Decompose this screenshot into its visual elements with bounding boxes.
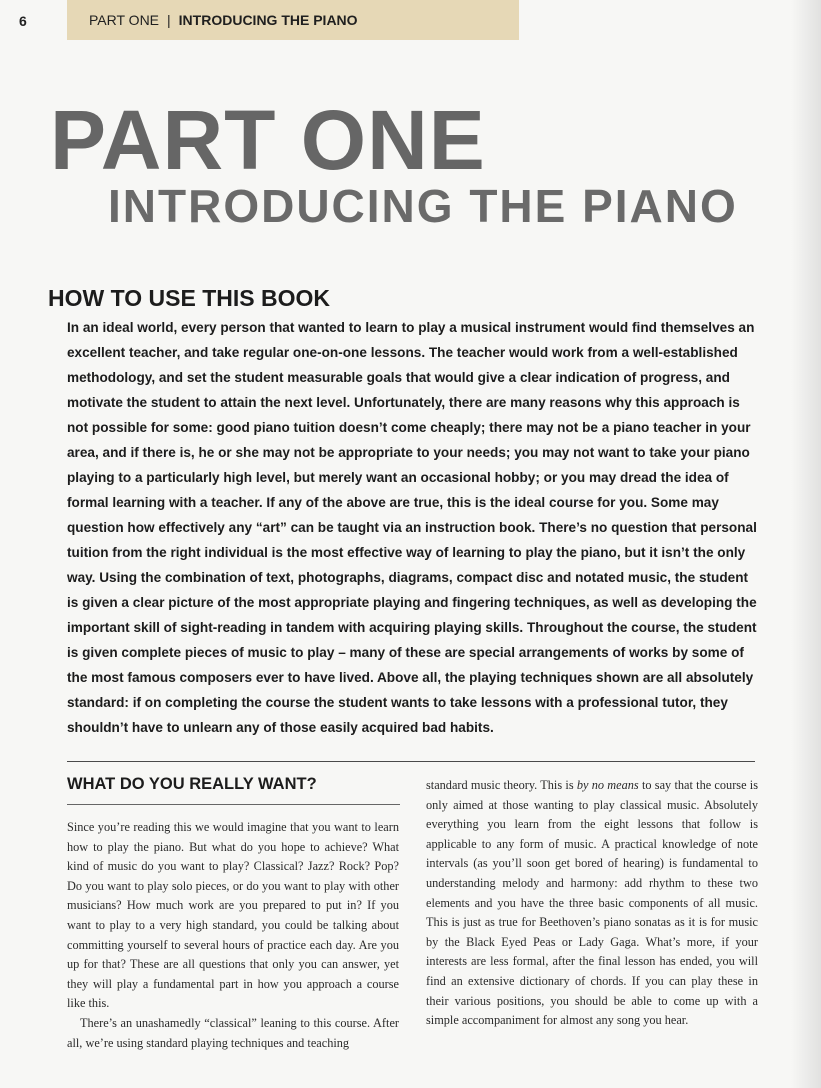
page-number: 6: [19, 13, 27, 29]
left-column: [67, 818, 399, 1053]
subsection-heading: WHAT DO YOU REALLY WANT?: [67, 775, 317, 793]
right-column-emphasis: by no means: [576, 778, 639, 792]
right-column-text-before: standard music theory. This is: [426, 778, 577, 792]
running-header: [67, 0, 519, 40]
right-column-text-after: to say that the course is only aimed at those wanting to play classical music. Absolutely everything you learn from the eight lessons that follow is applicable to any form of music. A practical knowledge of note intervals (as you’ll soon get bored of hearing) is fundamental to understanding melody and harmony: add rhythm to these two elements and you have the three basic components of all music. This is just as true for Beethoven’s piano sonatas as it is for music by the Black Eyed Peas or Lady Gaga. What’s more, if your interests are less formal, after the final lesson has ended, you will find an extensive dictionary of chords. If you can play these in their various positions, you should be able to come up with a simple accompaniment for almost any song you hear.: [426, 778, 758, 1028]
section-heading: HOW TO USE THIS BOOK: [48, 285, 330, 311]
running-header-chapter: INTRODUCING THE PIANO: [178, 12, 358, 28]
running-header-separator: |: [167, 12, 171, 28]
right-column: [426, 776, 758, 1031]
section-divider: [67, 761, 755, 762]
left-column-paragraph-2: There’s an unashamedly “classical” leaning to this course. After all, we’re using standard playing techniques and teaching: [67, 1015, 399, 1050]
page-edge-shadow: [791, 0, 821, 1088]
running-header-part: PART ONE: [89, 12, 160, 28]
intro-paragraph: In an ideal world, every person that wanted to learn to play a musical instrument would find themselves an excellent teacher, and take regular one-on-one lessons. The teacher would work from a well-established methodology, and set the student measurable goals that would give a clear indication of progress, and motivate the student to attain the next level. Unfortunately, there are many reasons why this approach is not possible for some: good piano tuition doesn’t come cheaply; there may not be a piano teacher in your area, and if there is, he or she may not be appropriate to your needs; you may not want to take your piano playing to a particularly high level, but merely want an occasional hobby; or you may dread the idea of formal learning with a teacher. If any of the above are true, this is the ideal course for you. Some may question how effectively any “art” can be taught via an instruction book. There’s no question that personal tuition from the right individual is the most effective way of learning to play the piano, but it isn’t the only way. Using the combination of text, photographs, diagrams, compact disc and notated music, the student is given a clear picture of the most appropriate playing and fingering techniques, as well as developing the important skill of sight-reading in tandem with acquiring playing skills. Throughout the course, the student is given complete pieces of music to play – many of these are special arrangements of works by some of the most famous composers ever to have lived. Above all, the playing techniques shown are all absolutely standard: if on completing the course the student wants to take lessons with a professional tutor, they shouldn’t have to unlearn any of those easily acquired bad habits.: [67, 320, 757, 735]
left-column-paragraph-1: Since you’re reading this we would imagine that you want to learn how to play the piano. But what do you hope to achieve? What kind of music do you want to play? Classical? Jazz? Rock? Pop? Do you want to play solo pieces, or do you want to play with other musicians? How much work are you prepared to put in? If you want to play to a very high standard, you could be talking about committing yourself to several hours of practice each day. Are you up for that? These are all questions that only you can answer, yet they will play a fundamental part in how you approach a course like this.: [67, 820, 399, 1011]
part-title: PART ONE: [50, 93, 486, 187]
chapter-title: INTRODUCING THE PIANO: [108, 180, 738, 232]
subsection-heading-rule: [67, 804, 400, 805]
right-column-paragraph: [426, 776, 758, 1031]
